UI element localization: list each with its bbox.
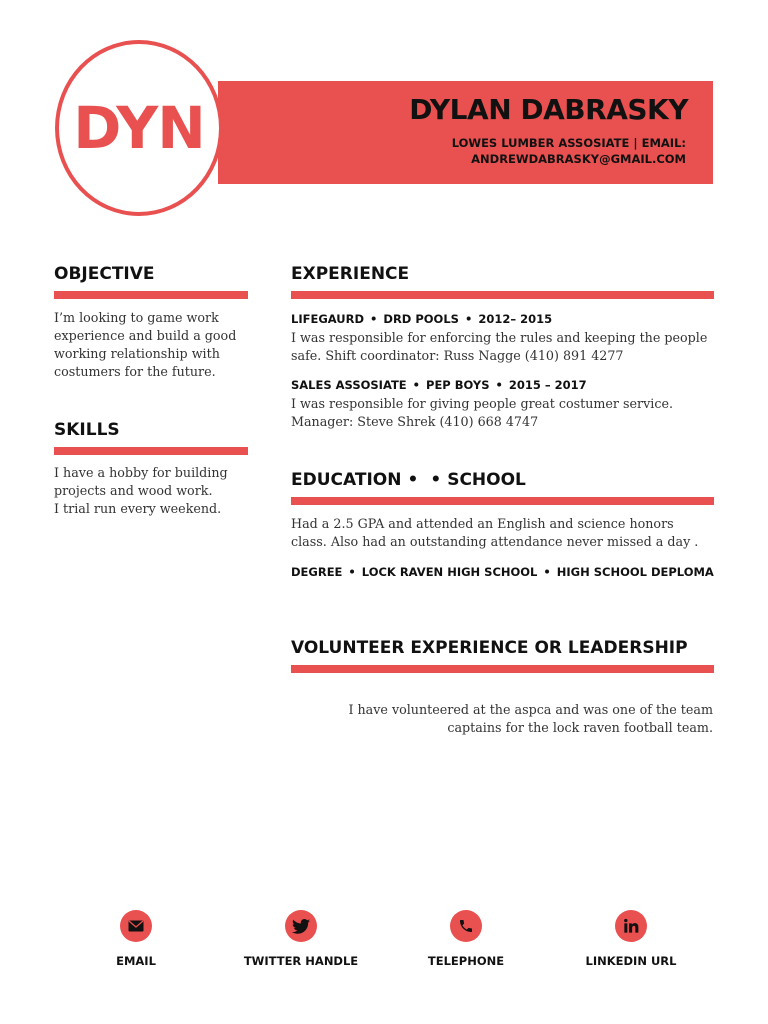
job-2-company: PEP BOYS [426,378,490,392]
job-2-dates: 2015 – 2017 [508,378,587,392]
twitter-icon [285,910,317,942]
experience-heading: EXPERIENCE [291,264,410,284]
footer-linkedin [556,910,706,968]
footer-twitter-label: TWITTER HANDLE [243,954,359,968]
job-1-dates: 2012– 2015 [478,312,553,326]
contact-line-2: ANDREWDABRASKY@GMAIL.COM [471,152,686,166]
contact-line-1: LOWES LUMBER ASSOSIATE | EMAIL: [451,136,686,150]
monogram: DYN [73,94,205,162]
skills-text [54,464,254,518]
contact-info [386,135,686,167]
skills-rule [54,447,248,455]
job-1-header: LIFEGAURD • DRD POOLS • 2012– 2015 [291,312,553,326]
education-school: LOCK RAVEN HIGH SCHOOL [361,565,538,579]
footer-twitter [226,910,376,968]
job-1-title: LIFEGAURD [291,312,365,326]
phone-icon [450,910,482,942]
skills-heading: SKILLS [54,420,120,440]
objective-heading: OBJECTIVE [54,264,155,284]
education-rule [291,497,714,505]
footer-email-label: EMAIL [116,954,156,968]
job-1-description: I was responsible for enforcing the rules and keeping the people safe. Shift coordinator: Russ Nagge (410) 891 4277 [291,330,708,363]
education-heading-label: EDUCATION [291,470,402,490]
skills-line-2: I trial run every weekend. [54,501,222,516]
linkedin-icon [615,910,647,942]
job-2-description: I was responsible for giving people great costumer service. Manager: Steve Shrek (410) 668 4747 [291,396,673,429]
job-2-header: SALES ASSOSIATE • PEP BOYS • 2015 – 2017 [291,378,587,392]
footer-linkedin-label: LINKEDIN URL [585,954,677,968]
candidate-name: DYLAN DABRASKY [409,93,688,126]
volunteer-rule [291,665,714,673]
volunteer-heading: VOLUNTEER EXPERIENCE OR LEADERSHIP [291,638,688,658]
volunteer-text [291,701,713,737]
footer-telephone [391,910,541,968]
envelope-icon [120,910,152,942]
footer-telephone-label: TELEPHONE [427,954,505,968]
job-2-title: SALES ASSOSIATE [291,378,407,392]
education-diploma: HIGH SCHOOL DEPLOMA [556,565,714,579]
education-text: Had a 2.5 GPA and attended an English and science honors class. Also had an outstanding attendance never missed a day . [291,516,699,549]
education-degree: DEGREE [291,565,343,579]
education-details: DEGREE • LOCK RAVEN HIGH SCHOOL • HIGH SCHOOL DEPLOMA [291,565,714,579]
education-heading: EDUCATION • • SCHOOL [291,470,526,490]
objective-rule [54,291,248,299]
volunteer-line-2: captains for the lock raven football team. [447,720,713,735]
experience-rule [291,291,714,299]
volunteer-line-1: I have volunteered at the aspca and was one of the team [348,702,713,717]
education-heading-school: SCHOOL [447,470,526,490]
job-1-company: DRD POOLS [383,312,459,326]
footer-email [61,910,211,968]
skills-line-1: I have a hobby for building projects and wood work. [54,465,228,498]
objective-text: I’m looking to game work experience and build a good working relationship with costumers for the future. [54,310,237,379]
